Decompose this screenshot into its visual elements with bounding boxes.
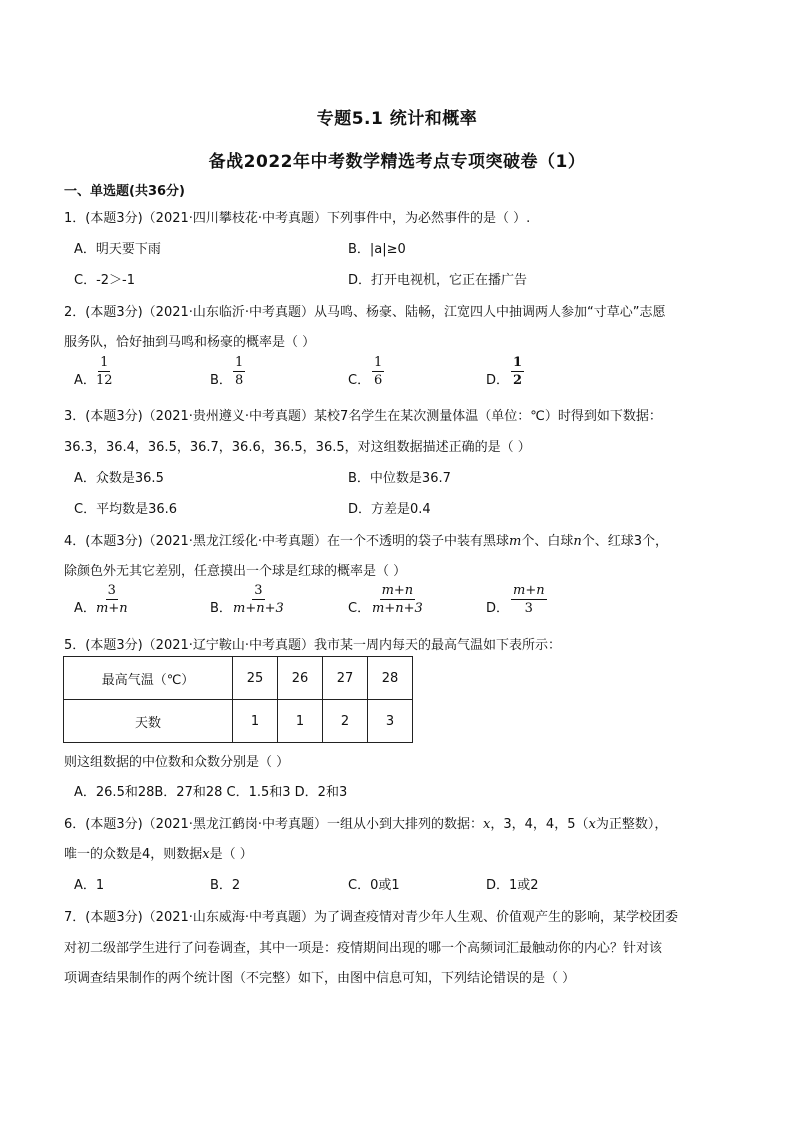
q4-stem-text-c: 个、红球3个， <box>581 534 669 549</box>
q6-stem-line1 <box>64 813 667 832</box>
q1-stem: 1．(本题3分)（2021·四川攀枝花·中考真题）下列事件中，为必然事件的是（ ）. <box>64 211 531 226</box>
table-cell: 27 <box>323 657 368 700</box>
q2-option-b-fraction <box>233 355 245 388</box>
q6-option-c: C．0或1 <box>348 878 400 893</box>
table-cell: 28 <box>368 657 413 700</box>
table-cell: 26 <box>278 657 323 700</box>
page-subtitle: 备战2022年中考数学精选考点专项突破卷（1） <box>208 152 586 172</box>
q3-stem-line1: 3．(本题3分)（2021·贵州遵义·中考真题）某校7名学生在某次测量体温（单位：℃）时得到如下数据： <box>64 409 662 424</box>
q4-d-numerator: m+n <box>513 583 545 598</box>
q4-b-numerator: 3 <box>254 583 263 598</box>
q6-var-x: x <box>483 817 491 832</box>
q2-d-denominator: 2 <box>513 373 523 388</box>
q3-option-c: C．平均数是36.6 <box>74 502 178 517</box>
q4-stem-text-b: 个、白球 <box>521 534 574 549</box>
q1-option-a: A．明天要下雨 <box>74 242 161 257</box>
q4-d-denominator: 3 <box>524 601 533 616</box>
q7-stem-line2: 对初二级部学生进行了问卷调查，其中一项是：疫情期间出现的哪一个高频词汇最触动你的内心？针对该 <box>64 941 663 956</box>
q6-var-x: x <box>202 847 210 862</box>
q2-option-b-label: B． <box>210 373 232 388</box>
table-cell: 1 <box>278 700 323 743</box>
q2-option-a-label: A． <box>74 373 96 388</box>
table-header-cell: 天数 <box>64 700 233 743</box>
q4-option-b-fraction <box>233 583 284 616</box>
table-header-cell: 最高气温（℃） <box>64 657 233 700</box>
q6-stem-text-b: ，3，4，4，5（ <box>490 817 589 832</box>
q3-option-b: B．中位数是36.7 <box>348 471 451 486</box>
q4-option-c-fraction <box>372 583 423 616</box>
q2-option-a-fraction <box>96 355 113 388</box>
q6-stem2-text-a: 唯一的众数是4，则数据 <box>64 847 203 862</box>
q2-c-numerator: 1 <box>374 355 383 370</box>
q4-option-a-label: A． <box>74 601 96 616</box>
table-row <box>64 700 413 743</box>
q4-stem-text-a: 4．(本题3分)（2021·黑龙江绥化·中考真题）在一个不透明的袋子中装有黑球 <box>64 534 510 549</box>
table-cell: 3 <box>368 700 413 743</box>
q4-option-c-label: C． <box>348 601 371 616</box>
q4-option-b-label: B． <box>210 601 232 616</box>
q2-stem-line2: 服务队，恰好抽到马鸣和杨豪的概率是（ ） <box>64 335 316 350</box>
q6-option-b: B．2 <box>210 878 241 893</box>
q2-b-denominator: 8 <box>235 373 244 388</box>
q3-option-d: D．方差是0.4 <box>348 502 431 517</box>
q6-stem-line2 <box>64 843 253 862</box>
q1-option-b: B．|a|≥0 <box>348 242 406 257</box>
q4-option-d-label: D． <box>486 601 510 616</box>
q6-option-a: A．1 <box>74 878 105 893</box>
q6-stem-text-c: 为正整数）， <box>595 817 668 832</box>
q4-a-denominator: m+n <box>96 601 128 616</box>
table-cell: 25 <box>233 657 278 700</box>
q3-option-a: A．众数是36.5 <box>74 471 164 486</box>
q2-stem-line1: 2．(本题3分)（2021·山东临沂·中考真题）从马鸣、杨豪、陆畅，江宽四人中抽调两人参加“寸草心”志愿 <box>64 305 666 320</box>
page-title: 专题5.1 统计和概率 <box>316 109 478 129</box>
q6-var-x: x <box>588 817 596 832</box>
q4-a-numerator: 3 <box>107 583 116 598</box>
q4-b-denominator: m+n+3 <box>233 601 284 616</box>
table-row <box>64 657 413 700</box>
q7-stem-line1: 7．(本题3分)（2021·山东威海·中考真题）为了调查疫情对青少年人生观、价值观产生的影响，某学校团委 <box>64 910 679 925</box>
q2-a-numerator: 1 <box>100 355 109 370</box>
q2-option-d-label: D． <box>486 373 510 388</box>
q4-option-d-fraction <box>511 583 547 616</box>
q2-c-denominator: 6 <box>374 373 383 388</box>
q4-c-numerator: m+n <box>381 583 414 598</box>
q7-stem-line3: 项调查结果制作的两个统计图（不完整）如下，由图中信息可知，下列结论错误的是（ ） <box>64 971 576 986</box>
q2-a-denominator: 12 <box>96 373 113 388</box>
temperature-table <box>63 656 413 743</box>
table-cell: 1 <box>233 700 278 743</box>
q5-stem: 5．(本题3分)（2021·辽宁鞍山·中考真题）我市某一周内每天的最高气温如下表所示： <box>64 638 562 653</box>
q6-stem-text-a: 6．(本题3分)（2021·黑龙江鹤岗·中考真题）一组从小到大排列的数据： <box>64 817 484 832</box>
q5-options: A．26.5和28B．27和28 C．1.5和3 D．2和3 <box>74 785 348 800</box>
q3-stem-line2: 36.3，36.4，36.5，36.7，36.6，36.5，36.5，对这组数据描述正确的是（ ） <box>64 440 531 455</box>
q2-d-numerator: 1 <box>513 355 523 370</box>
q2-option-c-fraction <box>372 355 384 388</box>
q4-stem-line1 <box>64 530 668 549</box>
q5-followup: 则这组数据的中位数和众数分别是（ ） <box>64 755 290 770</box>
table-cell: 2 <box>323 700 368 743</box>
q6-stem2-text-b: 是（ ） <box>209 847 253 862</box>
q2-option-c-label: C． <box>348 373 371 388</box>
section-heading: 一、单选题(共36分) <box>64 184 185 199</box>
q2-b-numerator: 1 <box>235 355 244 370</box>
q4-option-a-fraction <box>96 583 128 616</box>
q6-option-d: D．1或2 <box>486 878 539 893</box>
q4-var-m: m <box>509 534 522 549</box>
q4-stem-line2: 除颜色外无其它差别，任意摸出一个球是红球的概率是（ ） <box>64 564 407 579</box>
q1-option-d: D．打开电视机，它正在播广告 <box>348 273 528 288</box>
q4-var-n: n <box>573 534 582 549</box>
q4-c-denominator: m+n+3 <box>372 601 423 616</box>
q1-option-c: C．-2＞-1 <box>74 273 136 288</box>
q2-option-d-fraction <box>511 355 524 388</box>
